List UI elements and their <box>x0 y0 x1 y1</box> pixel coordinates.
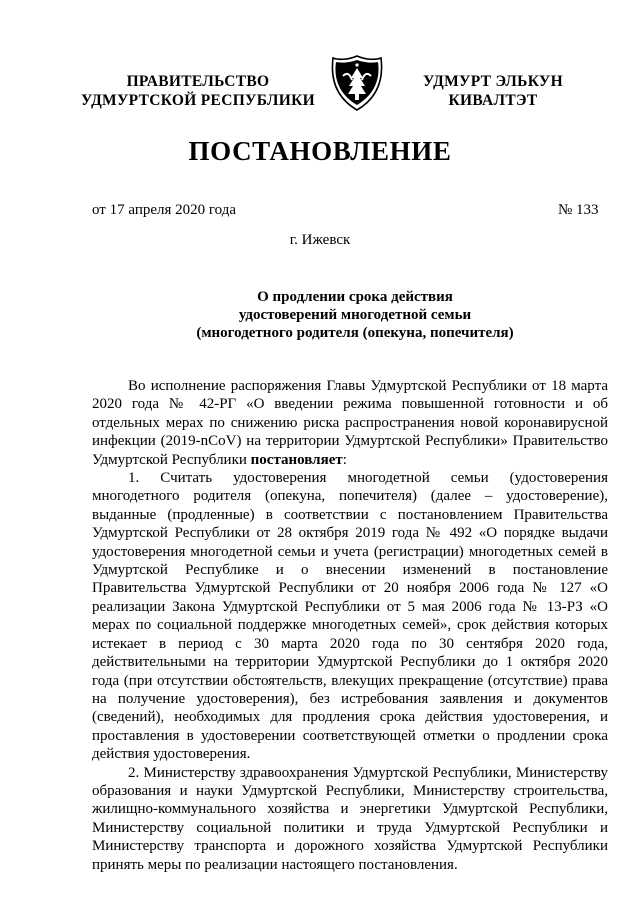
intro-end: : <box>342 451 347 468</box>
header-right-line1: УДМУРТ ЭЛЬКУН <box>423 73 563 90</box>
item-2-paragraph: 2. Министерству здравоохранения Удмуртской Республики, Министерству образования и науки Удмуртской Республики, Министерству строительства, жилищно-коммунального хозяйства и энергетики Удмуртской Республики, Министерству социальной политики и труда Удмуртской Республики и Министерству транспорта и дорожного хозяйства Удмуртской Республики принять меры по реализации настоящего постановления. <box>92 764 608 873</box>
intro-paragraph <box>92 377 608 469</box>
document-subject <box>130 288 580 342</box>
subject-line1: О продлении срока действия <box>257 289 453 305</box>
header-left-line2: УДМУРТСКОЙ РЕСПУБЛИКИ <box>80 92 315 109</box>
subject-line2: удостоверений многодетной семьи <box>238 307 472 323</box>
header-left <box>78 72 318 110</box>
document-body <box>92 377 608 874</box>
coat-of-arms-icon <box>330 54 384 112</box>
subject-line3: (многодетного родителя (опекуна, попечителя) <box>196 325 514 341</box>
document-date: от 17 апреля 2020 года <box>92 202 237 218</box>
header-left-line1: ПРАВИТЕЛЬСТВО <box>126 73 270 90</box>
intro-bold-word: постановляет <box>250 451 343 468</box>
header-right <box>418 72 568 110</box>
document-city: г. Ижевск <box>289 232 351 248</box>
intro-text: Во исполнение распоряжения Главы Удмуртской Республики от 18 марта 2020 года № 42-РГ «О введении режима повышенной готовности и об отдельных мерах по снижению риска распространения новой коронавирусной инфекции (2019-nCoV) на территории Удмуртской Республики» Правительство Удмуртской Республики <box>92 378 608 468</box>
document-number: № 133 <box>558 202 599 218</box>
header-right-line2: КИВАЛТЭТ <box>448 92 538 109</box>
item-1-paragraph: 1. Считать удостоверения многодетной семьи (удостоверения многодетного родителя (опекуна, попечителя) (далее – удостоверение), выданные (продленные) в соответствии с постановлением Правительства Удмуртской Республики от 28 октября 2019 года № 492 «О порядке выдачи удостоверения многодетной семьи и учета (регистрации) многодетных семей в Удмуртской Республике и о внесении изменений в постановление Правительства Удмуртской Республики от 20 ноября 2006 года № 127 «О реализации Закона Удмуртской Республики от 5 мая 2006 года № 13-РЗ «О мерах по социальной поддержке многодетных семей», срок действия которых истекает в период с 30 марта 2020 года по 30 сентября 2020 года, действительными на территории Удмуртской Республики до 1 октября 2020 года (при отсутствии обстоятельств, влекущих прекращение (отсутствие) права на получение удостоверения), без истребования заявления и документов (сведений), необходимых для продления срока действия удостоверения, и проставления в удостоверении соответствующей отметки о продлении срока действия удостоверения. <box>92 470 608 763</box>
document-title: ПОСТАНОВЛЕНИЕ <box>188 136 452 166</box>
